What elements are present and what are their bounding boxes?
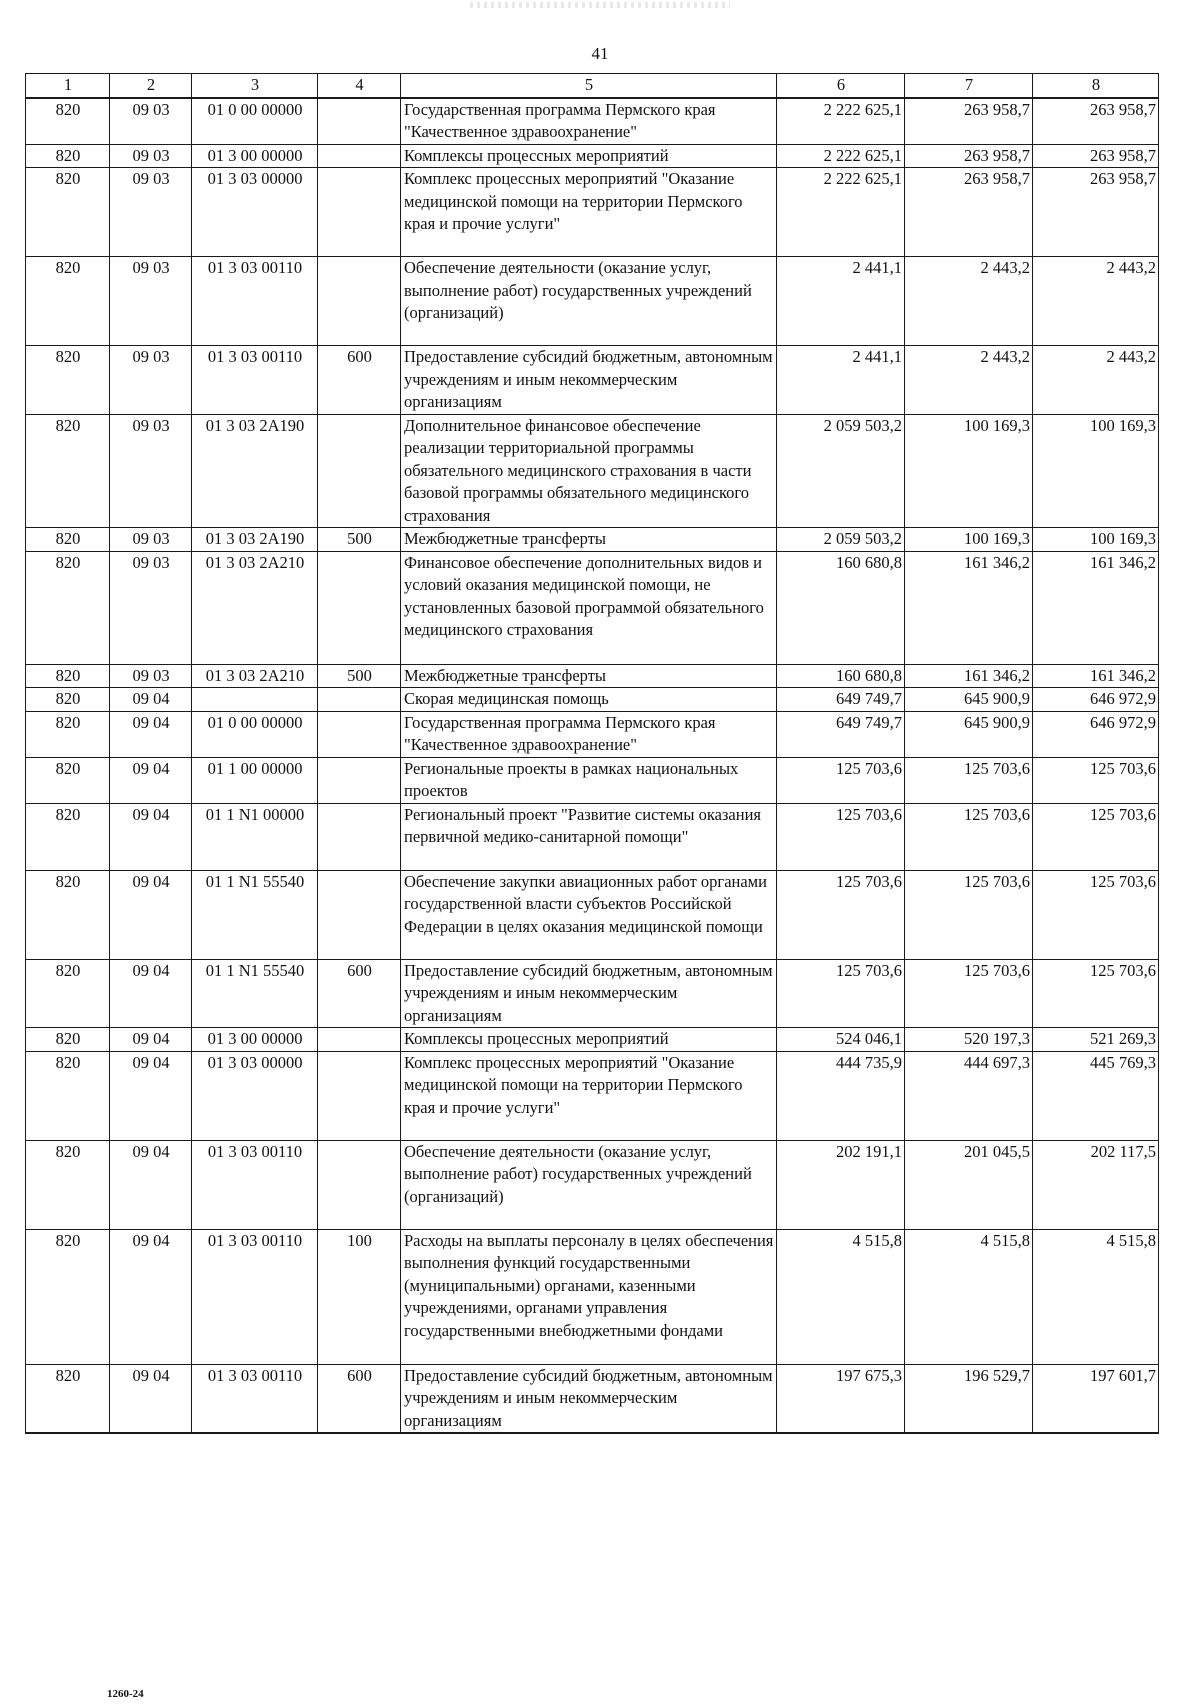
header-row <box>26 74 1159 98</box>
table-row <box>26 959 1159 1028</box>
cell-expense-type <box>318 1051 401 1140</box>
cell-ministry-code: 820 <box>26 1229 110 1364</box>
cell-expense-type <box>318 1140 401 1229</box>
cell-amount-col7: 125 703,6 <box>905 757 1033 803</box>
column-header-7: 7 <box>905 74 1033 98</box>
column-header-1: 1 <box>26 74 110 98</box>
cell-expense-type <box>318 870 401 959</box>
cell-amount-col7: 125 703,6 <box>905 959 1033 1028</box>
cell-target-article: 01 3 03 00110 <box>192 346 318 415</box>
cell-amount-col7: 263 958,7 <box>905 144 1033 168</box>
cell-amount-col8: 2 443,2 <box>1033 257 1159 346</box>
cell-amount-col8: 197 601,7 <box>1033 1364 1159 1433</box>
cell-amount-col8: 521 269,3 <box>1033 1028 1159 1052</box>
cell-amount-col7: 100 169,3 <box>905 528 1033 552</box>
cell-target-article: 01 1 N1 55540 <box>192 959 318 1028</box>
cell-target-article: 01 1 N1 55540 <box>192 870 318 959</box>
cell-amount-col8: 263 958,7 <box>1033 168 1159 257</box>
table-row <box>26 144 1159 168</box>
footer-document-code: 1260-24 <box>107 1688 144 1700</box>
cell-expense-type <box>318 98 401 145</box>
cell-amount-col8: 125 703,6 <box>1033 959 1159 1028</box>
cell-amount-col8: 161 346,2 <box>1033 664 1159 688</box>
column-header-2: 2 <box>110 74 192 98</box>
column-header-6: 6 <box>777 74 905 98</box>
cell-expense-type <box>318 168 401 257</box>
cell-amount-col7: 161 346,2 <box>905 551 1033 664</box>
cell-expense-type <box>318 414 401 528</box>
cell-ministry-code: 820 <box>26 144 110 168</box>
cell-name: Межбюджетные трансферты <box>401 664 777 688</box>
cell-amount-col6: 125 703,6 <box>777 870 905 959</box>
cell-amount-col8: 4 515,8 <box>1033 1229 1159 1364</box>
cell-name: Государственная программа Пермского края "Качественное здравоохранение" <box>401 711 777 757</box>
cell-section-code: 09 03 <box>110 257 192 346</box>
cell-name: Обеспечение деятельности (оказание услуг, выполнение работ) государственных учреждений (организаций) <box>401 257 777 346</box>
page-number: 41 <box>591 44 609 63</box>
table-row <box>26 803 1159 870</box>
cell-ministry-code: 820 <box>26 757 110 803</box>
cell-target-article: 01 3 03 2А210 <box>192 551 318 664</box>
cell-expense-type: 500 <box>318 528 401 552</box>
cell-amount-col7: 100 169,3 <box>905 414 1033 528</box>
cell-ministry-code: 820 <box>26 803 110 870</box>
cell-amount-col8: 100 169,3 <box>1033 528 1159 552</box>
cell-name: Комплексы процессных мероприятий <box>401 1028 777 1052</box>
cell-amount-col7: 263 958,7 <box>905 98 1033 145</box>
table-row <box>26 551 1159 664</box>
cell-section-code: 09 03 <box>110 144 192 168</box>
cell-expense-type <box>318 757 401 803</box>
cell-name: Дополнительное финансовое обеспечение реализации территориальной программы обязательного медицинского страхования в части базовой программы обязательного медицинского страхования <box>401 414 777 528</box>
column-header-5: 5 <box>401 74 777 98</box>
cell-amount-col8: 100 169,3 <box>1033 414 1159 528</box>
cell-section-code: 09 04 <box>110 1229 192 1364</box>
cell-amount-col7: 263 958,7 <box>905 168 1033 257</box>
cell-ministry-code: 820 <box>26 346 110 415</box>
cell-amount-col6: 202 191,1 <box>777 1140 905 1229</box>
table-row <box>26 414 1159 528</box>
cell-section-code: 09 04 <box>110 803 192 870</box>
table-row <box>26 1028 1159 1052</box>
cell-amount-col6: 4 515,8 <box>777 1229 905 1364</box>
cell-amount-col8: 125 703,6 <box>1033 757 1159 803</box>
cell-target-article: 01 1 N1 00000 <box>192 803 318 870</box>
cell-target-article: 01 3 03 00000 <box>192 1051 318 1140</box>
cell-ministry-code: 820 <box>26 1364 110 1433</box>
cell-section-code: 09 04 <box>110 870 192 959</box>
cell-expense-type <box>318 803 401 870</box>
table-row <box>26 757 1159 803</box>
cell-ministry-code: 820 <box>26 1140 110 1229</box>
cell-amount-col8: 646 972,9 <box>1033 711 1159 757</box>
table-body <box>26 98 1159 1434</box>
column-header-8: 8 <box>1033 74 1159 98</box>
cell-expense-type <box>318 711 401 757</box>
table-row <box>26 664 1159 688</box>
cell-name: Обеспечение закупки авиационных работ органами государственной власти субъектов Российской Федерации в целях оказания медицинской помощи <box>401 870 777 959</box>
cell-amount-col8: 202 117,5 <box>1033 1140 1159 1229</box>
cell-amount-col6: 2 059 503,2 <box>777 414 905 528</box>
cell-amount-col8: 125 703,6 <box>1033 803 1159 870</box>
cell-amount-col7: 520 197,3 <box>905 1028 1033 1052</box>
cell-amount-col7: 645 900,9 <box>905 711 1033 757</box>
cell-amount-col6: 649 749,7 <box>777 711 905 757</box>
cell-name: Финансовое обеспечение дополнительных видов и условий оказания медицинской помощи, не установленных базовой программой обязательного медицинского страхования <box>401 551 777 664</box>
cell-amount-col6: 125 703,6 <box>777 803 905 870</box>
cell-target-article: 01 3 03 2А190 <box>192 528 318 552</box>
cell-name: Государственная программа Пермского края "Качественное здравоохранение" <box>401 98 777 145</box>
cell-expense-type <box>318 688 401 712</box>
cell-amount-col6: 125 703,6 <box>777 959 905 1028</box>
table-row <box>26 1140 1159 1229</box>
cell-expense-type <box>318 144 401 168</box>
cell-target-article: 01 3 03 00110 <box>192 1229 318 1364</box>
cell-section-code: 09 03 <box>110 346 192 415</box>
cell-amount-col7: 201 045,5 <box>905 1140 1033 1229</box>
cell-section-code: 09 03 <box>110 414 192 528</box>
scan-artifact <box>470 2 730 8</box>
table-row <box>26 688 1159 712</box>
cell-target-article: 01 0 00 00000 <box>192 711 318 757</box>
cell-section-code: 09 04 <box>110 959 192 1028</box>
table-row <box>26 1051 1159 1140</box>
table-row <box>26 870 1159 959</box>
cell-ministry-code: 820 <box>26 414 110 528</box>
cell-ministry-code: 820 <box>26 959 110 1028</box>
cell-section-code: 09 03 <box>110 528 192 552</box>
cell-amount-col6: 160 680,8 <box>777 551 905 664</box>
column-header-4: 4 <box>318 74 401 98</box>
table-header <box>26 74 1159 98</box>
cell-target-article: 01 3 03 2А190 <box>192 414 318 528</box>
cell-amount-col6: 2 441,1 <box>777 257 905 346</box>
cell-section-code: 09 04 <box>110 757 192 803</box>
cell-ministry-code: 820 <box>26 870 110 959</box>
cell-expense-type <box>318 1028 401 1052</box>
cell-amount-col7: 2 443,2 <box>905 346 1033 415</box>
cell-amount-col7: 196 529,7 <box>905 1364 1033 1433</box>
cell-target-article: 01 1 00 00000 <box>192 757 318 803</box>
cell-amount-col8: 646 972,9 <box>1033 688 1159 712</box>
cell-name: Региональные проекты в рамках национальных проектов <box>401 757 777 803</box>
cell-amount-col6: 649 749,7 <box>777 688 905 712</box>
cell-amount-col6: 2 441,1 <box>777 346 905 415</box>
cell-amount-col8: 445 769,3 <box>1033 1051 1159 1140</box>
cell-section-code: 09 04 <box>110 1140 192 1229</box>
cell-name: Расходы на выплаты персоналу в целях обеспечения выполнения функций государственными (муниципальными) органами, казенными учреждениями, органами управления государственными внебюджетными фондами <box>401 1229 777 1364</box>
table-row <box>26 257 1159 346</box>
cell-amount-col6: 2 222 625,1 <box>777 168 905 257</box>
cell-section-code: 09 04 <box>110 711 192 757</box>
cell-amount-col6: 125 703,6 <box>777 757 905 803</box>
cell-target-article: 01 3 00 00000 <box>192 144 318 168</box>
budget-table <box>25 73 1159 1434</box>
cell-amount-col6: 2 059 503,2 <box>777 528 905 552</box>
cell-target-article: 01 3 03 00110 <box>192 257 318 346</box>
cell-name: Региональный проект "Развитие системы оказания первичной медико-санитарной помощи" <box>401 803 777 870</box>
column-header-3: 3 <box>192 74 318 98</box>
cell-ministry-code: 820 <box>26 664 110 688</box>
cell-expense-type <box>318 257 401 346</box>
cell-amount-col6: 160 680,8 <box>777 664 905 688</box>
cell-ministry-code: 820 <box>26 688 110 712</box>
cell-amount-col8: 161 346,2 <box>1033 551 1159 664</box>
cell-expense-type: 600 <box>318 346 401 415</box>
table-row <box>26 346 1159 415</box>
cell-expense-type: 100 <box>318 1229 401 1364</box>
cell-section-code: 09 03 <box>110 168 192 257</box>
cell-section-code: 09 04 <box>110 688 192 712</box>
cell-name: Межбюджетные трансферты <box>401 528 777 552</box>
cell-target-article: 01 0 00 00000 <box>192 98 318 145</box>
cell-name: Обеспечение деятельности (оказание услуг, выполнение работ) государственных учреждений (организаций) <box>401 1140 777 1229</box>
cell-amount-col7: 125 703,6 <box>905 803 1033 870</box>
cell-target-article: 01 3 03 00000 <box>192 168 318 257</box>
cell-amount-col7: 645 900,9 <box>905 688 1033 712</box>
cell-amount-col7: 125 703,6 <box>905 870 1033 959</box>
cell-amount-col6: 524 046,1 <box>777 1028 905 1052</box>
cell-target-article: 01 3 03 00110 <box>192 1364 318 1433</box>
cell-section-code: 09 03 <box>110 664 192 688</box>
cell-section-code: 09 03 <box>110 551 192 664</box>
cell-ministry-code: 820 <box>26 551 110 664</box>
table-row <box>26 1364 1159 1433</box>
cell-amount-col7: 4 515,8 <box>905 1229 1033 1364</box>
cell-ministry-code: 820 <box>26 168 110 257</box>
cell-expense-type: 600 <box>318 959 401 1028</box>
cell-amount-col8: 125 703,6 <box>1033 870 1159 959</box>
cell-amount-col6: 444 735,9 <box>777 1051 905 1140</box>
table-row <box>26 711 1159 757</box>
cell-ministry-code: 820 <box>26 257 110 346</box>
table-row <box>26 1229 1159 1364</box>
cell-name: Комплексы процессных мероприятий <box>401 144 777 168</box>
cell-section-code: 09 03 <box>110 98 192 145</box>
cell-expense-type: 500 <box>318 664 401 688</box>
cell-name: Предоставление субсидий бюджетным, автономным учреждениям и иным некоммерческим организациям <box>401 959 777 1028</box>
cell-name: Предоставление субсидий бюджетным, автономным учреждениям и иным некоммерческим организациям <box>401 346 777 415</box>
table-row <box>26 528 1159 552</box>
cell-name: Предоставление субсидий бюджетным, автономным учреждениям и иным некоммерческим организациям <box>401 1364 777 1433</box>
cell-ministry-code: 820 <box>26 528 110 552</box>
cell-amount-col6: 197 675,3 <box>777 1364 905 1433</box>
cell-section-code: 09 04 <box>110 1028 192 1052</box>
cell-target-article: 01 3 03 2А210 <box>192 664 318 688</box>
cell-amount-col8: 263 958,7 <box>1033 144 1159 168</box>
table-row <box>26 98 1159 145</box>
cell-amount-col7: 2 443,2 <box>905 257 1033 346</box>
cell-amount-col6: 2 222 625,1 <box>777 144 905 168</box>
cell-ministry-code: 820 <box>26 1028 110 1052</box>
cell-amount-col7: 444 697,3 <box>905 1051 1033 1140</box>
table-row <box>26 168 1159 257</box>
cell-ministry-code: 820 <box>26 1051 110 1140</box>
cell-amount-col8: 2 443,2 <box>1033 346 1159 415</box>
cell-name: Скорая медицинская помощь <box>401 688 777 712</box>
cell-target-article <box>192 688 318 712</box>
cell-name: Комплекс процессных мероприятий "Оказание медицинской помощи на территории Пермского края и прочие услуги" <box>401 1051 777 1140</box>
cell-section-code: 09 04 <box>110 1364 192 1433</box>
cell-expense-type: 600 <box>318 1364 401 1433</box>
cell-amount-col7: 161 346,2 <box>905 664 1033 688</box>
cell-amount-col8: 263 958,7 <box>1033 98 1159 145</box>
cell-ministry-code: 820 <box>26 711 110 757</box>
cell-name: Комплекс процессных мероприятий "Оказание медицинской помощи на территории Пермского края и прочие услуги" <box>401 168 777 257</box>
cell-ministry-code: 820 <box>26 98 110 145</box>
cell-target-article: 01 3 00 00000 <box>192 1028 318 1052</box>
cell-expense-type <box>318 551 401 664</box>
cell-target-article: 01 3 03 00110 <box>192 1140 318 1229</box>
cell-section-code: 09 04 <box>110 1051 192 1140</box>
cell-amount-col6: 2 222 625,1 <box>777 98 905 145</box>
